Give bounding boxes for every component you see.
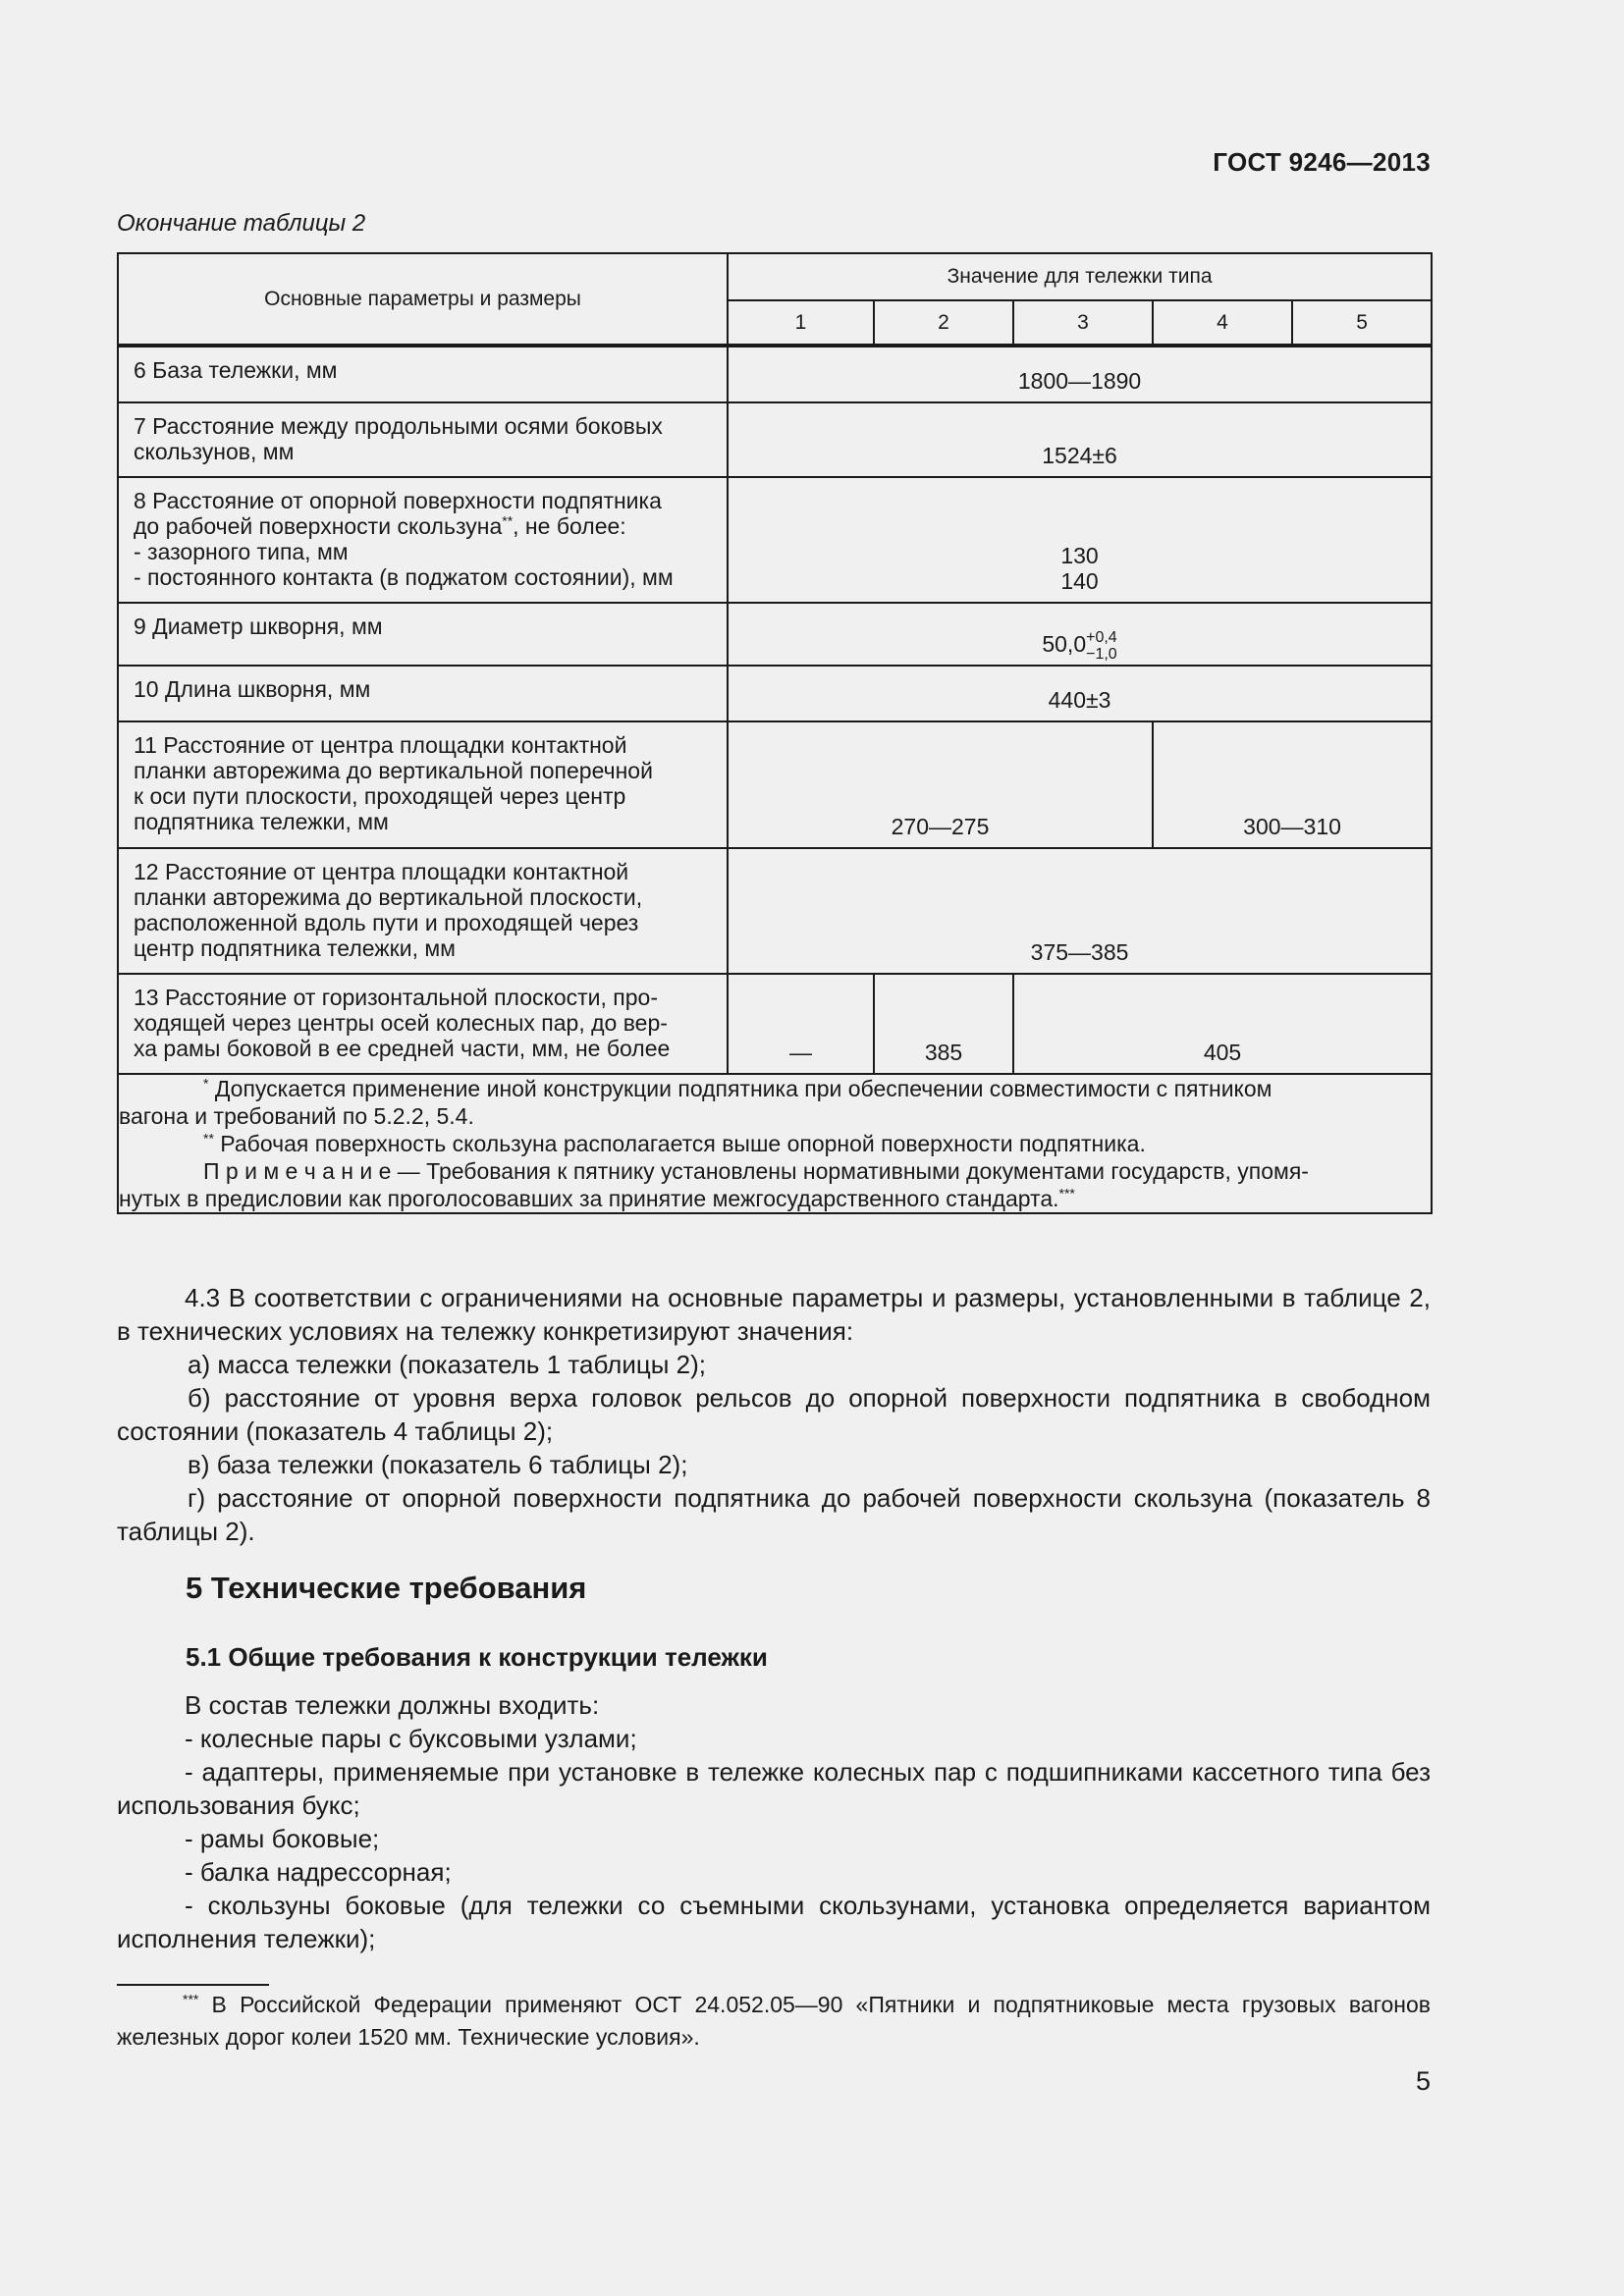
param-header: Основные параметры и размеры	[118, 253, 728, 346]
row11-value-types-4-5: 300—310	[1153, 721, 1432, 848]
row12-param-line: расположенной вдоль пути и проходящей через	[134, 910, 639, 935]
row8-text: до рабочей поверхности скользуна	[134, 513, 503, 539]
table-row-7	[118, 402, 1432, 477]
row8-param-line: 8 Расстояние от опорной поверхности подпятника	[134, 488, 662, 513]
type-header-4: 4	[1153, 300, 1292, 346]
note-1	[119, 1075, 1431, 1102]
note-2	[119, 1130, 1431, 1157]
standard-number: ГОСТ 9246—2013	[1213, 147, 1431, 177]
footnote-mark: **	[203, 1130, 214, 1147]
note-3-cont	[119, 1185, 1431, 1212]
section-5-1-body	[117, 1688, 1431, 1955]
table-notes-row	[118, 1074, 1432, 1213]
table-row-6	[118, 346, 1432, 402]
section-5-1-heading	[117, 1642, 768, 1673]
row11-param-line: к оси пути плоскости, проходящей через центр	[134, 783, 626, 809]
row11-value-types-1-3: 270—275	[728, 721, 1153, 848]
row12-param-line: планки авторежима до вертикальной плоскости,	[134, 884, 643, 910]
row9-value-base: 50,0	[1042, 631, 1087, 658]
footnote-mark: *	[203, 1075, 209, 1092]
type-header-5: 5	[1292, 300, 1432, 346]
row8-param-line	[134, 513, 715, 539]
note-text: Рабочая поверхность скользуна располагается выше опорной поверхности подпятника.	[213, 1131, 1146, 1156]
note-3	[119, 1157, 1431, 1185]
paragraph-4-3-intro: 4.3 В соответствии с ограничениями на основные параметры и размеры, установленными в таблице 2, в технических условиях на тележку конкретизируют значения:	[117, 1283, 1431, 1346]
footnote-mark: ***	[1058, 1185, 1075, 1201]
footnote-divider	[117, 1984, 269, 1986]
row12-param-line: центр подпятника тележки, мм	[134, 935, 456, 961]
parameters-table	[117, 252, 1433, 1214]
table-row-8	[118, 477, 1432, 603]
row12-value: 375—385	[728, 848, 1432, 974]
table-row-13	[118, 974, 1432, 1074]
footnote-mark: **	[502, 512, 514, 529]
page-footnote	[117, 1989, 1431, 2054]
component-item: - скользуны боковые (для тележки со съемными скользунами, установка определяется вариантом исполнения тележки);	[117, 1891, 1431, 1953]
list-item-d: г) расстояние от опорной поверхности подпятника до рабочей поверхности скользуна (показатель 8 таблицы 2).	[117, 1483, 1431, 1546]
section-title: 5 Технические требования	[186, 1571, 587, 1605]
row13-value-type-2: 385	[874, 974, 1013, 1074]
tolerance-lower: −1,0	[1086, 646, 1117, 663]
row13-value-types-3-5: 405	[1013, 974, 1432, 1074]
tolerance-upper: +0,4	[1086, 629, 1117, 646]
row8-param-line: - постоянного контакта (в поджатом состоянии), мм	[134, 564, 674, 590]
note-label: П р и м е ч а н и е	[203, 1158, 392, 1184]
note-text: вагона и требований по 5.2.2, 5.4.	[119, 1103, 474, 1129]
row12-param	[118, 848, 728, 974]
type-header-3: 3	[1013, 300, 1153, 346]
footnote-text: В Российской Федерации применяют ОСТ 24.052.05—90 «Пятники и подпятниковые места грузовых вагонов железных дорог колеи 1520 мм. Технические условия».	[117, 1992, 1431, 2050]
note-text: нутых в предисловии как проголосовавших за принятие межгосударственного стандарта.	[119, 1186, 1059, 1211]
section-4-3	[117, 1281, 1431, 1548]
row11-param-line: планки авторежима до вертикальной поперечной	[134, 758, 653, 783]
row7-param-line: 7 Расстояние между продольными осями боковых	[134, 413, 663, 439]
row13-value-type-1: —	[728, 974, 874, 1074]
row7-param	[118, 402, 728, 477]
type-header-2: 2	[874, 300, 1013, 346]
row8-param-line: - зазорного типа, мм	[134, 539, 349, 564]
section-5-1-intro: В состав тележки должны входить:	[185, 1690, 600, 1720]
component-item: - колесные пары с буксовыми узлами;	[185, 1724, 637, 1753]
component-item: - рамы боковые;	[185, 1824, 380, 1853]
table-row-12	[118, 848, 1432, 974]
row8-param	[118, 477, 728, 603]
row12-param-line: 12 Расстояние от центра площадки контактной	[134, 859, 629, 884]
row10-param: 10 Длина шкворня, мм	[118, 666, 728, 721]
subsection-title: 5.1 Общие требования к конструкции тележки	[186, 1642, 768, 1672]
row8-value	[728, 477, 1432, 603]
row11-param	[118, 721, 728, 848]
row8-text: , не более:	[513, 513, 626, 539]
row11-param-line: 11 Расстояние от центра площадки контактной	[134, 732, 627, 758]
footnote-mark: ***	[183, 1991, 199, 2007]
row13-param-line: ха рамы боковой в ее средней части, мм, не более	[134, 1036, 671, 1061]
table-row-9	[118, 603, 1432, 666]
row10-value: 440±3	[728, 666, 1432, 721]
row8-value-constant: 140	[1060, 568, 1099, 594]
value-header: Значение для тележки типа	[728, 253, 1432, 300]
row9-value	[728, 603, 1432, 666]
note-text: — Требования к пятнику установлены нормативными документами государств, упомя-	[391, 1158, 1309, 1184]
list-item-b: б) расстояние от уровня верха головок рельсов до опорной поверхности подпятника в свободном состоянии (показатель 4 таблицы 2);	[117, 1383, 1431, 1446]
row7-value: 1524±6	[728, 402, 1432, 477]
table-caption: Окончание таблицы 2	[117, 210, 366, 237]
row13-param-line: 13 Расстояние от горизонтальной плоскости, про-	[134, 985, 658, 1010]
row7-param-line: скользунов, мм	[134, 439, 295, 464]
row13-param	[118, 974, 728, 1074]
note-text: Допускается применение иной конструкции подпятника при обеспечении совместимости с пятником	[208, 1076, 1272, 1101]
list-item-a: а) масса тележки (показатель 1 таблицы 2);	[188, 1350, 707, 1379]
table-header-row	[118, 253, 1432, 300]
row6-value: 1800—1890	[728, 346, 1432, 402]
row8-value-clearance: 130	[1060, 543, 1099, 568]
component-item: - адаптеры, применяемые при установке в тележке колесных пар с подшипниками кассетного типа без использования букс;	[117, 1757, 1431, 1820]
row6-param: 6 База тележки, мм	[118, 346, 728, 402]
component-item: - балка надрессорная;	[185, 1857, 452, 1887]
section-5-heading	[117, 1571, 586, 1606]
row11-param-line: подпятника тележки, мм	[134, 809, 389, 834]
row13-param-line: ходящей через центры осей колесных пар, до вер-	[134, 1010, 668, 1036]
table-notes	[118, 1074, 1432, 1213]
type-header-1: 1	[728, 300, 874, 346]
table-row-11	[118, 721, 1432, 848]
row9-tolerance	[1086, 629, 1117, 663]
page-number: 5	[1415, 2066, 1431, 2096]
row9-param: 9 Диаметр шкворня, мм	[118, 603, 728, 666]
table-row-10	[118, 666, 1432, 721]
list-item-c: в) база тележки (показатель 6 таблицы 2);	[188, 1450, 688, 1479]
